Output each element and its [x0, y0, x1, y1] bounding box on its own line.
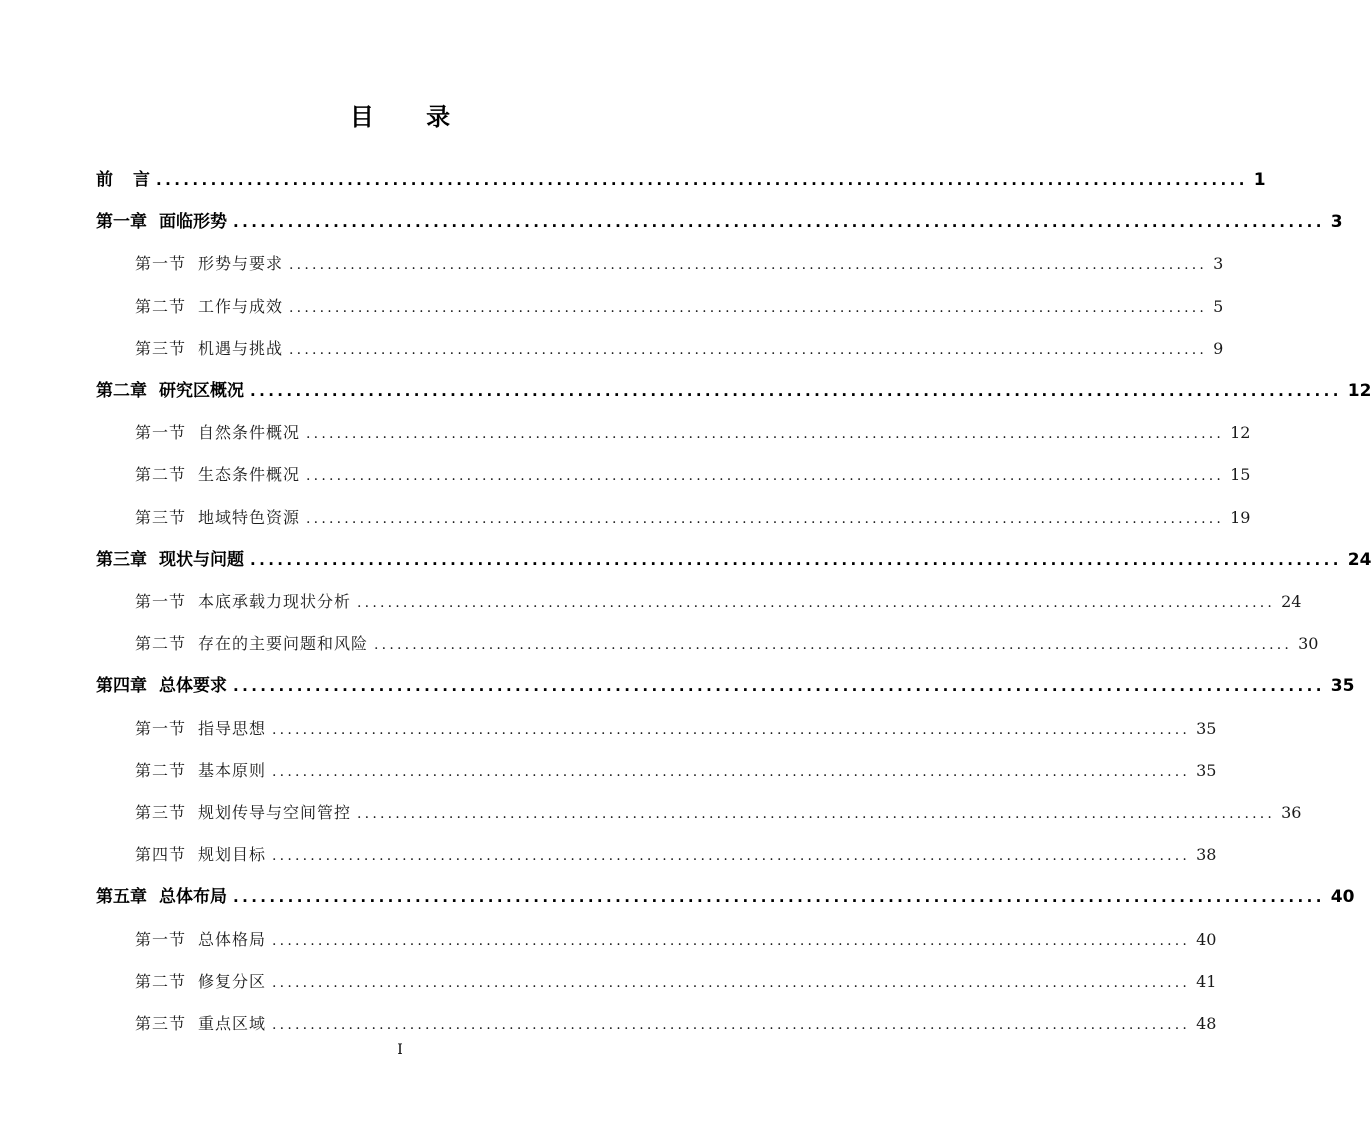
- toc-entry-section: [135, 461, 1251, 489]
- toc-entry-label: 规划目标: [198, 845, 267, 865]
- toc-entry-section: [135, 968, 1217, 996]
- toc-entry-number: 第三节: [135, 338, 187, 358]
- toc-entry-number: 第一节: [135, 254, 187, 274]
- toc-page-number: 12: [1230, 423, 1251, 443]
- toc-entry-number: 前: [96, 170, 113, 190]
- toc-page-number: 24: [1281, 592, 1302, 611]
- toc-title: 目 录: [349, 103, 473, 131]
- toc-dot-leader: ........................................................................................................................: [233, 213, 1325, 232]
- toc-dot-leader: ........................................................................................................................: [272, 763, 1191, 780]
- toc-entry-label: 地域特色资源: [198, 507, 301, 527]
- toc-dot-leader: ........................................................................................................................: [272, 974, 1191, 991]
- toc-page-number: 41: [1196, 971, 1217, 991]
- toc-entry-label: 总体要求: [159, 676, 227, 697]
- toc-entry-number: 第二节: [135, 465, 187, 485]
- toc-entry-number: 第三节: [135, 1014, 187, 1033]
- toc-page-number: 12: [1347, 381, 1371, 401]
- toc-entry-number: 第一节: [135, 423, 187, 443]
- toc-entry-number: 第二节: [135, 634, 187, 654]
- toc-dot-leader: ........................................................................................................................: [289, 257, 1208, 274]
- toc-entry-number: 第三节: [135, 803, 187, 822]
- toc-dot-leader: ........................................................................................................................: [306, 426, 1225, 443]
- toc-entry-chapter: [96, 208, 1343, 236]
- toc-dot-leader: ........................................................................................................................: [374, 637, 1293, 654]
- page-number-footer: I: [397, 1042, 403, 1058]
- toc-entry-section: [135, 588, 1302, 616]
- toc-entry-chapter: [96, 166, 1266, 194]
- toc-entry-number: 第一章: [96, 212, 147, 233]
- toc-entry-label: 指导思想: [198, 718, 267, 738]
- toc-entry-number: 第一节: [135, 592, 187, 611]
- toc-entry-label: 自然条件概况: [198, 423, 301, 443]
- toc-entry-number: 第四节: [135, 845, 187, 865]
- toc-entry-number: 第一节: [135, 929, 187, 949]
- toc-entry-section: [135, 841, 1217, 869]
- toc-dot-leader: ........................................................................................................................: [289, 299, 1208, 316]
- toc-page-number: 3: [1213, 254, 1224, 274]
- toc-page-number: 19: [1230, 507, 1251, 527]
- toc-entry-label: 基本原则: [198, 760, 267, 780]
- toc-entry-section: [135, 757, 1217, 785]
- toc-entry-section: [135, 504, 1251, 532]
- toc-entry-number: 第二节: [135, 760, 187, 780]
- toc-entry-section: [135, 293, 1224, 321]
- toc-page-number: 24: [1347, 549, 1371, 570]
- toc-dot-leader: ........................................................................................................................: [272, 932, 1191, 949]
- toc-entry-label: 本底承载力现状分析: [198, 592, 352, 611]
- toc-entry-chapter: [96, 883, 1355, 911]
- toc-entry-label: 生态条件概况: [198, 465, 301, 485]
- toc-entry-label: 修复分区: [198, 971, 267, 991]
- toc-dot-leader: ........................................................................................................................: [250, 382, 1342, 400]
- toc-entry-number: 第二节: [135, 971, 187, 991]
- toc-entry-section: [135, 799, 1302, 827]
- toc-dot-leader: ........................................................................................................................: [272, 721, 1191, 738]
- toc-entry-label: 机遇与挑战: [198, 338, 284, 358]
- toc-entry-label: 现状与问题: [159, 549, 244, 570]
- toc-entry-label: 面临形势: [159, 212, 227, 233]
- toc-page-number: 35: [1196, 760, 1217, 780]
- toc-entry-section: [135, 335, 1224, 363]
- toc-dot-leader: ........................................................................................................................: [272, 1017, 1191, 1033]
- toc-entry-number: 第三节: [135, 507, 187, 527]
- toc-dot-leader: ........................................................................................................................: [357, 806, 1276, 822]
- toc-entry-section: [135, 250, 1224, 278]
- toc-page-number: 48: [1196, 1014, 1217, 1033]
- toc-entry-label: 工作与成效: [198, 296, 284, 316]
- toc-entry-section: [135, 419, 1251, 447]
- toc-entry-label: 总体布局: [159, 887, 227, 908]
- toc-dot-leader: ........................................................................................................................: [357, 595, 1276, 611]
- toc-entry-number: 第五章: [96, 887, 147, 908]
- toc-dot-leader: ........................................................................................................................: [272, 848, 1191, 865]
- toc-page-number: 9: [1213, 338, 1224, 358]
- toc-entry-label: 研究区概况: [159, 381, 244, 401]
- toc-entry-label: 言: [133, 170, 150, 190]
- toc-dot-leader: ........................................................................................................................: [233, 677, 1325, 696]
- toc-page-number: 35: [1330, 676, 1355, 697]
- toc-entry-chapter: [96, 377, 1371, 405]
- toc-page-number: 38: [1196, 845, 1217, 865]
- toc-dot-leader: ........................................................................................................................: [306, 468, 1225, 485]
- toc-page-number: 1: [1253, 170, 1266, 190]
- toc-page-number: 40: [1330, 887, 1355, 908]
- toc-entry-label: 形势与要求: [198, 254, 284, 274]
- toc-entry-number: 第二节: [135, 296, 187, 316]
- toc-entry-label: 重点区域: [198, 1014, 267, 1033]
- toc-entry-label: 总体格局: [198, 929, 267, 949]
- toc-dot-leader: ........................................................................................................................: [289, 341, 1208, 358]
- toc-entry-chapter: [96, 546, 1371, 574]
- toc-page-number: 36: [1281, 803, 1302, 822]
- toc-entry-section: [135, 926, 1217, 954]
- toc-entry-number: 第四章: [96, 676, 147, 697]
- toc-entry-section: [135, 715, 1217, 743]
- toc-page-number: 35: [1196, 718, 1217, 738]
- toc-entry-label: 存在的主要问题和风险: [198, 634, 369, 654]
- toc-dot-leader: ........................................................................................................................: [233, 888, 1325, 907]
- toc-entry-number: 第一节: [135, 718, 187, 738]
- toc-dot-leader: ........................................................................................................................: [306, 510, 1225, 527]
- toc-entry-chapter: [96, 672, 1355, 700]
- toc-page-number: 30: [1298, 634, 1319, 654]
- toc-entry-section: [135, 1010, 1217, 1038]
- toc-page-number: 15: [1230, 465, 1251, 485]
- toc-page-number: 5: [1213, 296, 1224, 316]
- toc-page-number: 3: [1330, 212, 1343, 233]
- toc-entry-number: 第二章: [96, 381, 147, 401]
- toc-entry-label: 规划传导与空间管控: [198, 803, 352, 822]
- toc-dot-leader: ........................................................................................................................: [250, 550, 1342, 569]
- toc-dot-leader: ........................................................................................................................: [156, 171, 1248, 189]
- toc-entry-number: 第三章: [96, 549, 147, 570]
- toc-entry-section: [135, 630, 1319, 658]
- toc-page-number: 40: [1196, 929, 1217, 949]
